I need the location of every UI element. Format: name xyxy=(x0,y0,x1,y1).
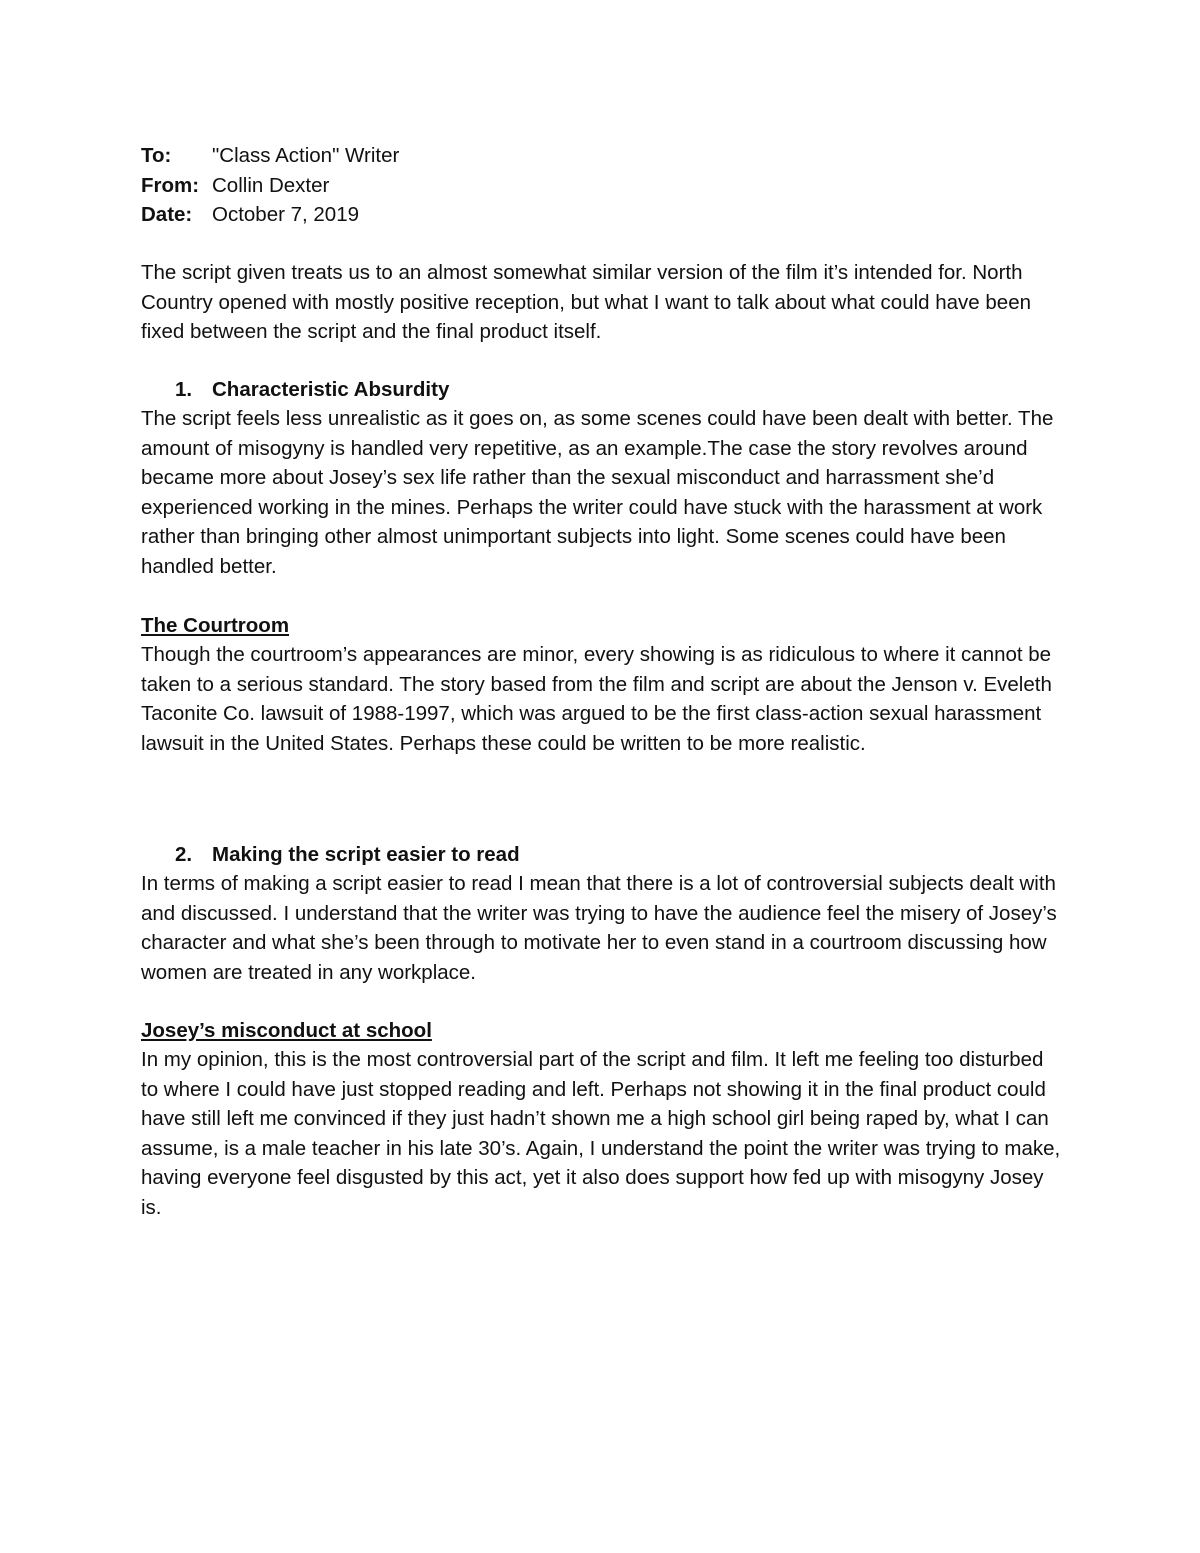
section2-body: In terms of making a script easier to read I mean that there is a lot of controversial subjects dealt with and discussed. I understand that the writer was trying to have the audience feel the misery of Josey’s character and what she’s been through to motivate her to even stand in a courtroom discussing how women are treated in any workplace. xyxy=(141,872,1057,984)
section1-title: Characteristic Absurdity xyxy=(212,378,450,401)
memo-to-value: "Class Action" Writer xyxy=(212,144,400,167)
intro-paragraph: The script given treats us to an almost somewhat similar version of the film it’s intended for. North Country opened with mostly positive reception, but what I want to talk about what could have been fixed between the script and the final product itself. xyxy=(141,261,1031,344)
courtroom-heading: The Courtroom xyxy=(141,614,290,637)
memo-to-row xyxy=(141,141,941,171)
memo-from-row xyxy=(141,171,941,201)
memo-date-value: October 7, 2019 xyxy=(212,203,360,226)
memo-date-row xyxy=(141,200,941,230)
misconduct-body: In my opinion, this is the most controversial part of the script and film. It left me feeling too disturbed to where I could have just stopped reading and left. Perhaps not showing it in the final product could have still left me convinced if they just hadn’t shown me a high school girl being raped by, what I can assume, is a male teacher in his late 30’s. Again, I understand the point the writer was trying to make, having everyone feel disgusted by this act, yet it also does support how fed up with misogyny Josey is. xyxy=(141,1048,1061,1219)
section1-number: 1. xyxy=(175,378,193,401)
memo-to-label: To: xyxy=(141,144,172,167)
courtroom-body: Though the courtroom’s appearances are minor, every showing is as ridiculous to where it cannot be taken to a serious standard. The story based from the film and script are about the Jenson v. Eveleth Taconite Co. lawsuit of 1988-1997, which was argued to be the first class-action sexual harassment lawsuit in the United States. Perhaps these could be written to be more realistic. xyxy=(141,643,1052,755)
section1-body: The script feels less unrealistic as it goes on, as some scenes could have been dealt with better. The amount of misogyny is handled very repetitive, as an example.The case the story revolves around became more about Josey’s sex life rather than the sexual misconduct and harrassment she’d experienced working in the mines. Perhaps the writer could have stuck with the harassment at work rather than bringing other almost unimportant subjects into light. Some scenes could have been handled better. xyxy=(141,407,1054,578)
misconduct-heading: Josey’s misconduct at school xyxy=(141,1019,432,1042)
memo-date-label: Date: xyxy=(141,203,193,226)
section2-number: 2. xyxy=(175,843,193,866)
memo-from-label: From: xyxy=(141,173,200,197)
memo-header xyxy=(141,141,941,230)
memo-from-value: Collin Dexter xyxy=(212,173,330,197)
section2-title: Making the script easier to read xyxy=(212,843,520,866)
section1-heading xyxy=(175,375,449,405)
section2-heading xyxy=(175,840,520,870)
